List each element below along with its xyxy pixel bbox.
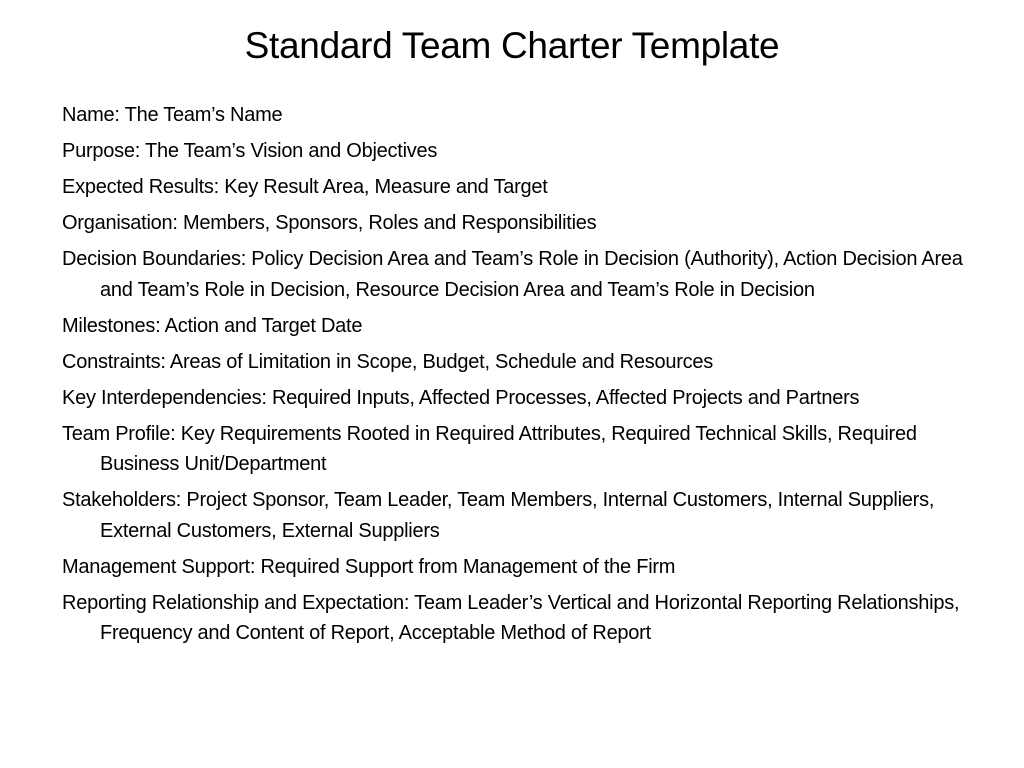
charter-item-key-interdependencies: Key Interdependencies: Required Inputs, Affected Processes, Affected Projects and Partners (62, 386, 860, 409)
charter-item-team-profile: Team Profile: Key Requirements Rooted in Required Attributes, Required Technical Skills, Required Business Unit/Department (62, 422, 917, 475)
charter-item-expected-results: Expected Results: Key Result Area, Measure and Target (62, 176, 548, 198)
charter-item-constraints: Constraints: Areas of Limitation in Scope, Budget, Schedule and Resources (62, 350, 714, 373)
charter-item-organisation: Organisation: Members, Sponsors, Roles and Responsibilities (62, 212, 597, 234)
charter-item-name: Name: The Team’s Name (62, 104, 283, 126)
charter-item-list (62, 100, 992, 654)
charter-item-decision-boundaries: Decision Boundaries: Policy Decision Area and Team’s Role in Decision (Authority), Action Decision Area and Team’s Role in Decision, Resource Decision Area and Team’s Role in Decision (62, 248, 963, 301)
charter-item-milestones: Milestones: Action and Target Date (62, 314, 363, 337)
slide-title: Standard Team Charter Template (244, 25, 780, 66)
charter-item-purpose: Purpose: The Team’s Vision and Objectives (62, 140, 438, 162)
charter-item-reporting-relationship: Reporting Relationship and Expectation: Team Leader’s Vertical and Horizontal Reporting Relationships, Frequency and Content of Report, Acceptable Method of Report (62, 591, 960, 644)
charter-item-management-support: Management Support: Required Support from Management of the Firm (62, 555, 676, 578)
charter-item-stakeholders: Stakeholders: Project Sponsor, Team Leader, Team Members, Internal Customers, Internal Suppliers, External Customers, External Suppliers (62, 489, 935, 542)
